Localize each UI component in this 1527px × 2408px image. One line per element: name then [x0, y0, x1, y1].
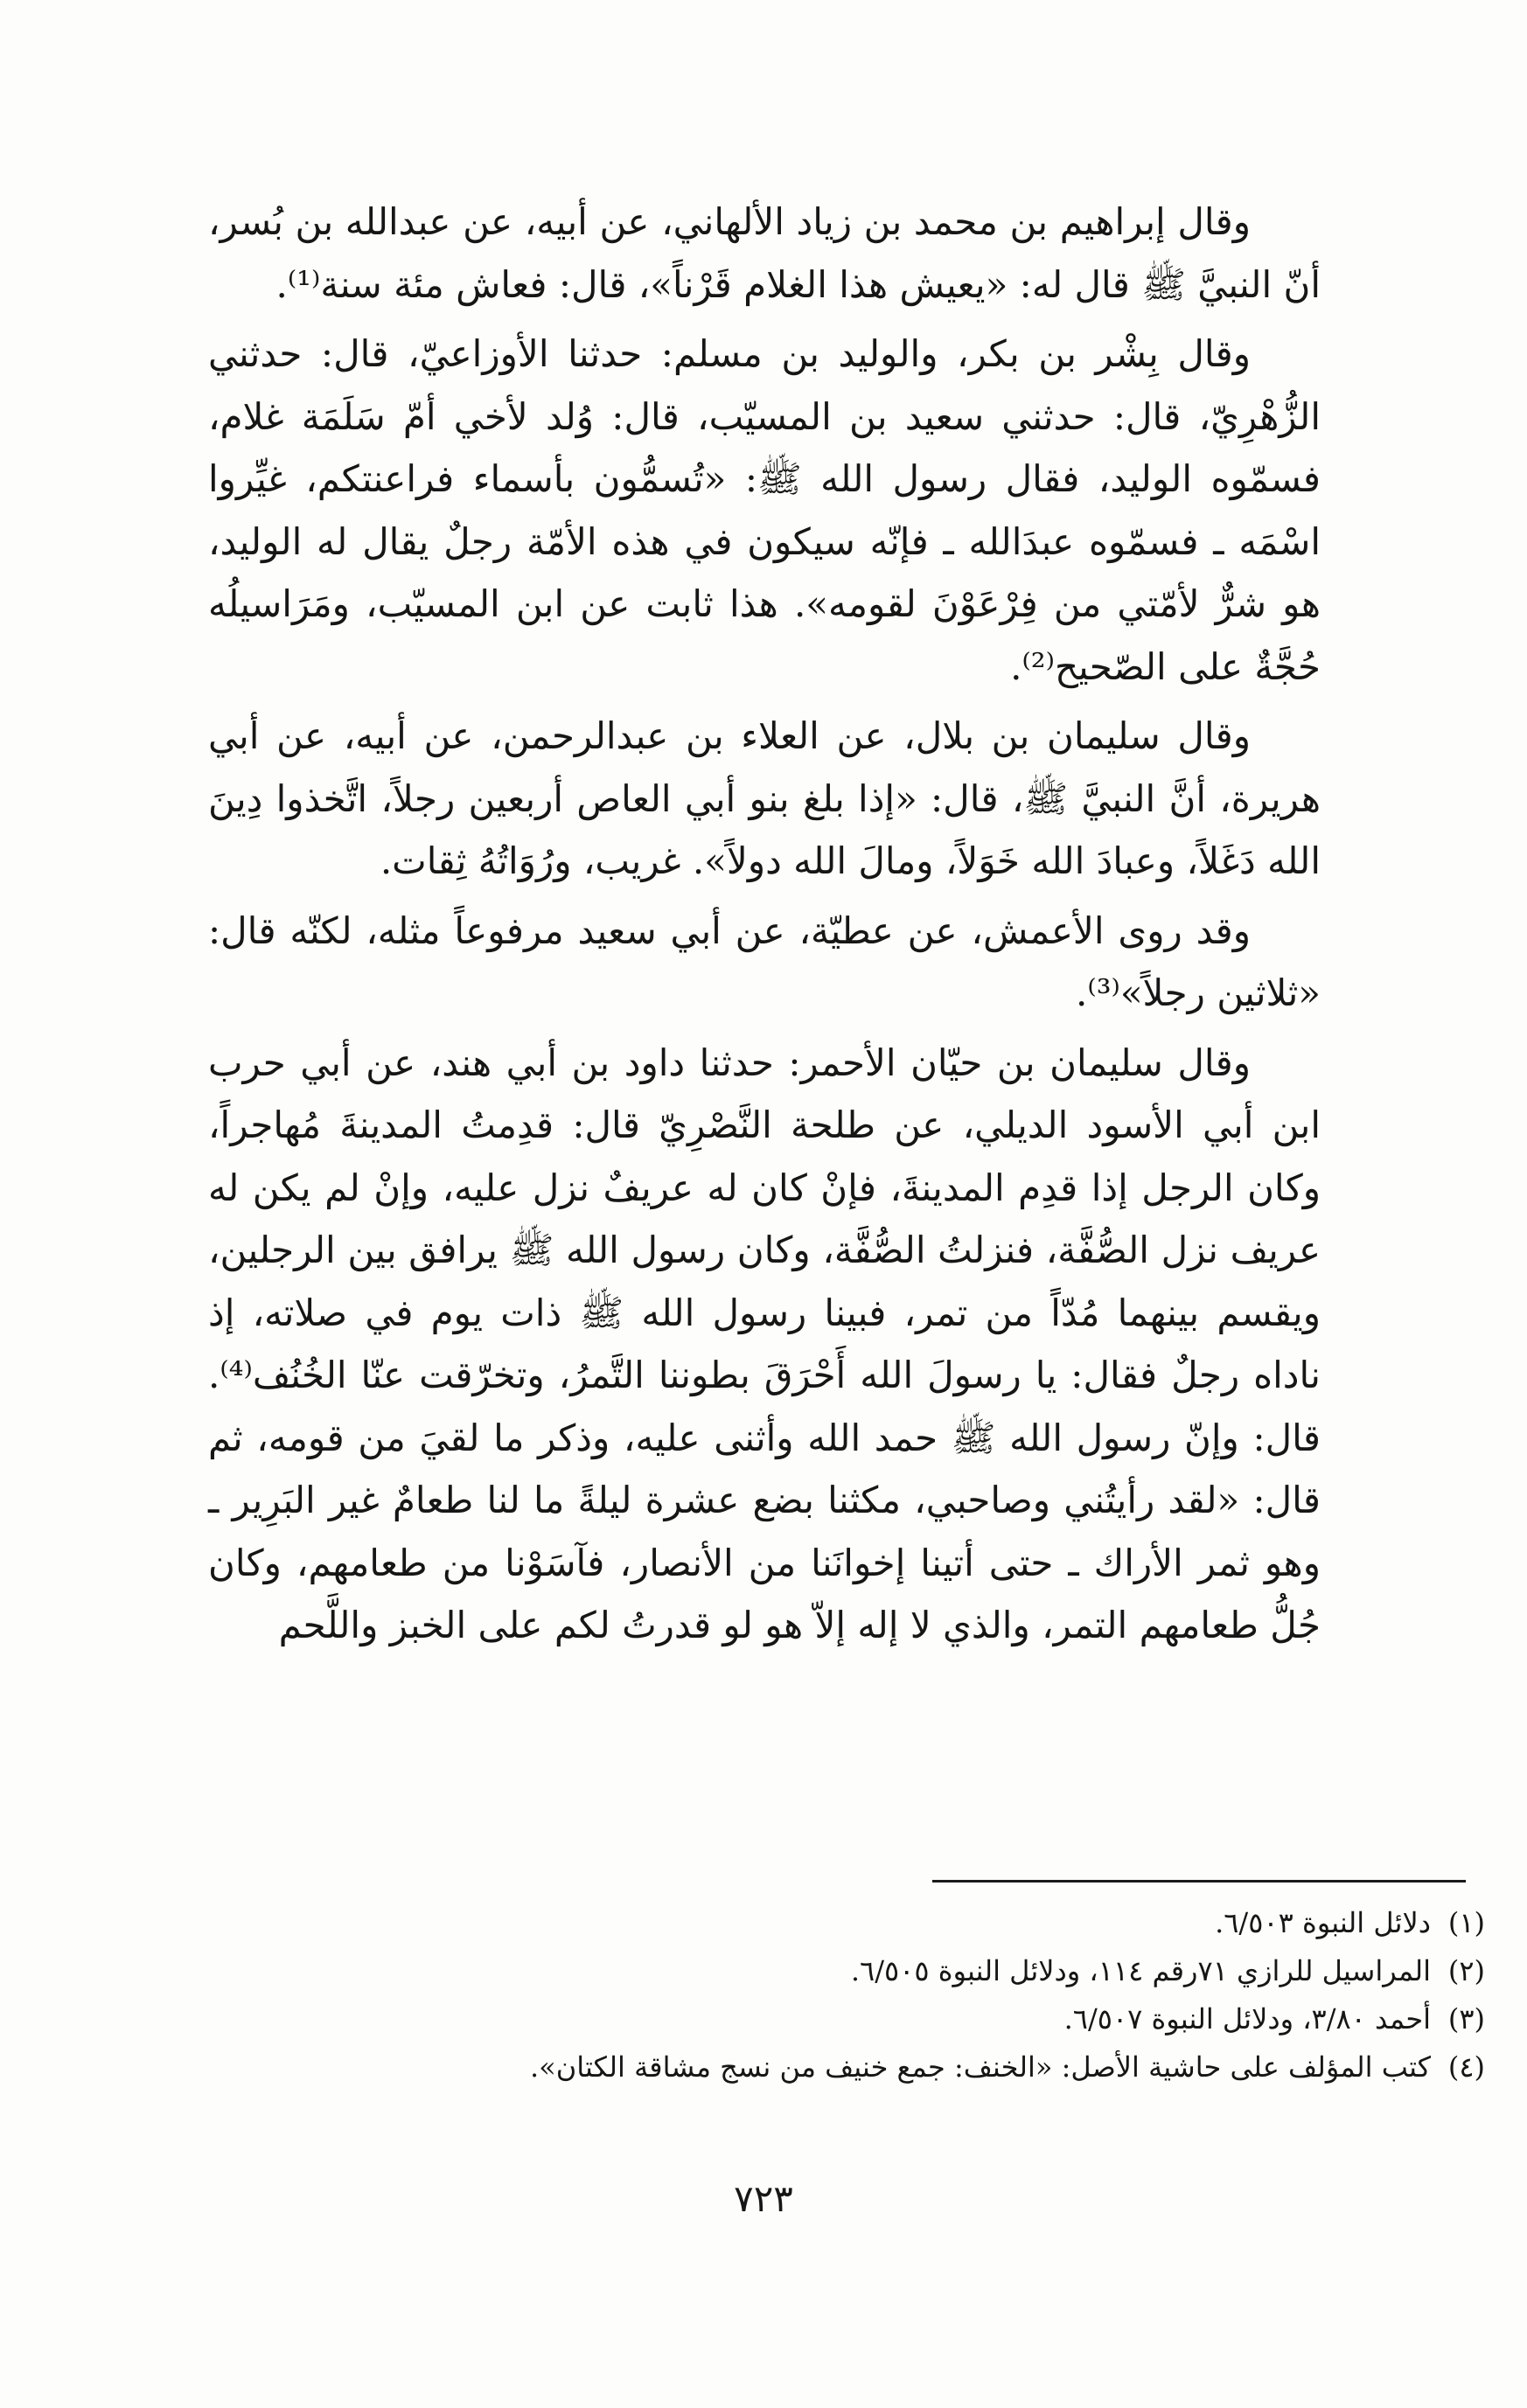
footnote-text: المراسيل للرازي ٧١رقم ١١٤، ودلائل النبوة ٦/٥٠٥. [850, 1954, 1431, 1987]
footnote-number: (٣) [1447, 2002, 1485, 2036]
footnote-text: أحمد ٣/٨٠، ودلائل النبوة ٦/٥٠٧. [1063, 2002, 1431, 2036]
footnote-text: دلائل النبوة ٦/٥٠٣. [1215, 1906, 1431, 1939]
paragraph: وقال بِشْر بن بكر، والوليد بن مسلم: حدثنا الأوزاعيّ، قال: حدثني الزُّهْرِيّ، قال: حدثني سعيد بن المسيّب، قال: وُلد لأخي أمّ سَلَمَة غلام، فسمّوه الوليد، فقال رسول الله ﷺ: «تُسمُّون بأسماء فراعنتكم، غيِّروا اسْمَه ـ فسمّوه عبدَالله ـ فإنّه سيكون في هذه الأمّة رجلٌ يقال له الوليد، هو شرٌّ لأمّتي من فِرْعَوْنَ لقومه». هذا ثابت عن ابن المسيّب، ومَرَاسيلُه حُجَّةٌ على الصّحيح⁽²⁾. [208, 332, 1321, 688]
paragraph: وقال إبراهيم بن محمد بن زياد الألهاني، عن أبيه، عن عبدالله بن بُسر، أنّ النبيَّ ﷺ قال له: «يعيش هذا الغلام قَرْناً»، قال: فعاش مئة سنة⁽¹⁾. [208, 200, 1321, 306]
paragraph: وقال سليمان بن حيّان الأحمر: حدثنا داود بن أبي هند، عن أبي حرب ابن أبي الأسود الديلي، عن طلحة النَّصْرِيّ قال: قدِمتُ المدينةَ مُهاجراً، وكان الرجل إذا قدِم المدينةَ، فإنْ كان له عريفٌ نزل عليه، وإنْ لم يكن له عريف نزل الصُّفَّة، فنزلتُ الصُّفَّة، وكان رسول الله ﷺ يرافق بين الرجلين، ويقسم بينهما مُدّاً من تمر، فبينا رسول الله ﷺ ذات يوم في صلاته، إذ ناداه رجلٌ فقال: يا رسولَ الله أَحْرَقَ بطوننا التَّمرُ، وتخرّقت عنّا الخُنُف⁽⁴⁾. قال: وإنّ رسول الله ﷺ حمد الله وأثنى عليه، وذكر ما لقيَ من قومه، ثم قال: «لقد رأيتُني وصاحبي، مكثنا بضع عشرة ليلةً ما لنا طعامٌ غير البَرِير ـ وهو ثمر الأراك ـ حتى أتينا إخوانَنا من الأنصار، فآسَوْنا من طعامهم، وكان جُلُّ طعامهم التمر، والذي لا إله إلاّ هو لو قدرتُ لكم على الخبز واللَّحم [208, 1040, 1321, 1646]
main-text [208, 191, 1321, 1664]
page-number: ٧٢٣ [734, 2177, 793, 2220]
footnote [208, 1995, 1485, 2043]
footnote-number: (٢) [1447, 1954, 1485, 1987]
footnote [208, 1947, 1485, 1995]
footnote-divider [932, 1880, 1466, 1883]
footnotes [208, 1899, 1485, 2091]
footnote [208, 2043, 1485, 2091]
footnote-number: (٤) [1447, 2050, 1485, 2084]
paragraph: وقال سليمان بن بلال، عن العلاء بن عبدالرحمن، عن أبيه، عن أبي هريرة، أنَّ النبيَّ ﷺ، قال: «إذا بلغ بنو أبي العاص أربعين رجلاً، اتَّخذوا دِينَ الله دَغَلاً، وعبادَ الله خَوَلاً، ومالَ الله دولاً». غريب، ورُوَاتُهُ ثِقات. [208, 714, 1321, 882]
footnote-text: كتب المؤلف على حاشية الأصل: «الخنف: جمع خنيف من نسج مشاقة الكتان». [529, 2050, 1431, 2084]
paragraph: وقد روى الأعمش، عن عطيّة، عن أبي سعيد مرفوعاً مثله، لكنّه قال: «ثلاثين رجلاً»⁽³⁾. [208, 908, 1321, 1014]
footnote [208, 1899, 1485, 1947]
footnote-number: (١) [1447, 1906, 1485, 1939]
